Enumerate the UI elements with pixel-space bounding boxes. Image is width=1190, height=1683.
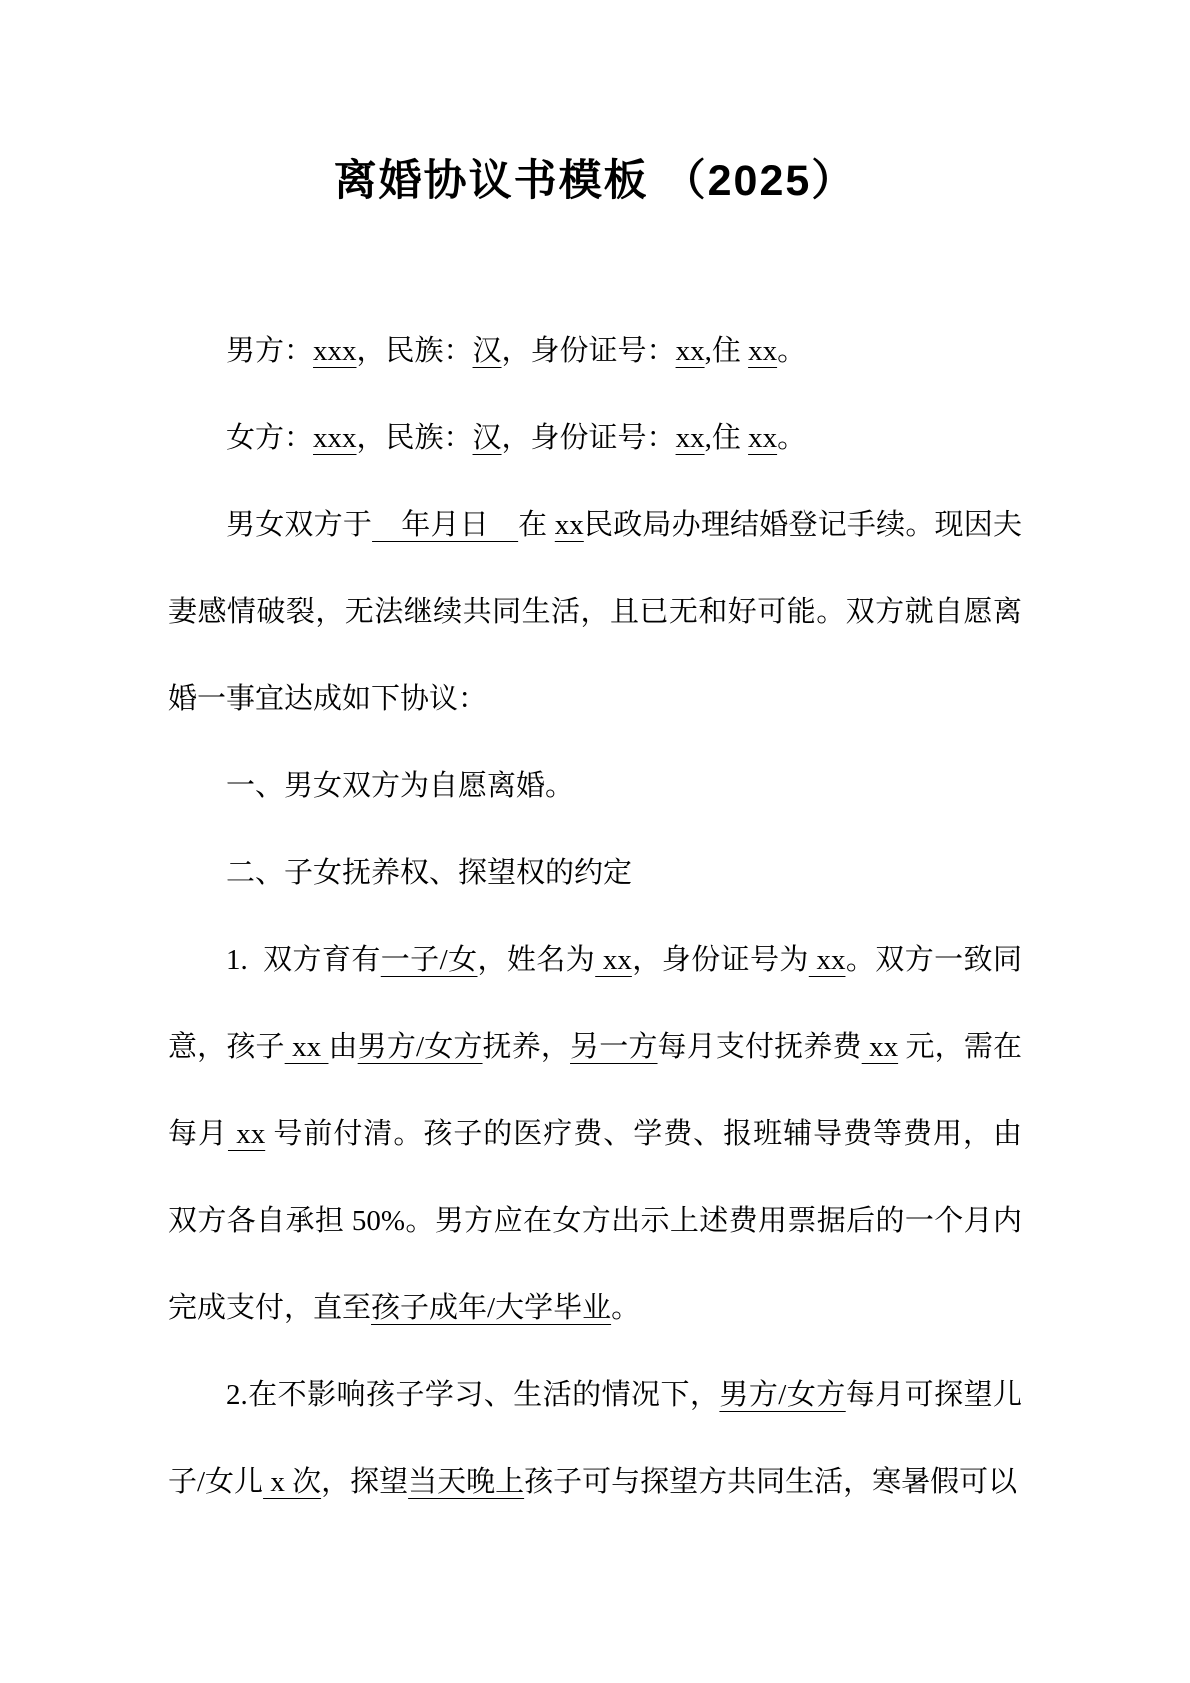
text-run: ，身份证号： — [501, 421, 676, 454]
paragraph-party-female — [168, 395, 1022, 482]
text-run: 每月可探望儿子/女儿 — [168, 1378, 1022, 1498]
blank-field: 当天晚上 — [408, 1465, 525, 1498]
blank-field: 男方/女方 — [357, 1030, 483, 1063]
text-run: 男女双方于 — [226, 508, 373, 541]
text-run: 每月支付抚养费 — [657, 1030, 862, 1063]
text-run: 元，需在每月 — [168, 1030, 1022, 1150]
blank-field: 汉 — [472, 421, 502, 454]
text-run: 在 — [518, 508, 555, 541]
blank-field: xx — [748, 421, 778, 454]
text-run: ，身份证号： — [501, 334, 676, 367]
blank-field: xxx — [313, 334, 357, 367]
text-run: ，身份证号为 — [631, 943, 809, 976]
blank-field: xxx — [313, 421, 357, 454]
text-run: 。双方一致同意，孩子 — [168, 943, 1022, 1063]
paragraph-visitation — [168, 1352, 1022, 1526]
text-run: 1. 双方育有 — [226, 943, 381, 976]
blank-field: 年月日 — [372, 508, 519, 541]
document-body — [168, 308, 1022, 1526]
blank-field: 另一方 — [570, 1030, 658, 1063]
blank-field: xx — [595, 943, 632, 976]
blank-field: xx — [808, 943, 846, 976]
text-run: 男方： — [226, 334, 314, 367]
paragraph-clause-2-heading — [168, 830, 1022, 917]
blank-field: xx — [554, 508, 584, 541]
text-run: 。 — [777, 334, 807, 367]
text-run: ，探望 — [321, 1465, 409, 1498]
blank-field: 汉 — [472, 334, 502, 367]
text-run: ,住 — [704, 421, 749, 454]
paragraph-clause-1-voluntary-divorce — [168, 743, 1022, 830]
paragraph-custody-support — [168, 917, 1022, 1352]
text-run: ,住 — [704, 334, 749, 367]
text-run: 民政局办理结婚登记手续。现因夫妻感情破裂，无法继续共同生活，且已无和好可能。双方就自愿离婚一事宜达成如下协议： — [168, 508, 1022, 715]
text-run: 2.在不影响孩子学习、生活的情况下， — [226, 1378, 720, 1411]
text-run: ，民族： — [356, 421, 473, 454]
document-title: 离婚协议书模板 （2025） — [333, 157, 857, 205]
text-run: 号前付清。孩子的医疗费、学费、报班辅导费等费用，由双方各自承担 50%。男方应在女方出示上述费用票据后的一个月内完成支付，直至 — [168, 1117, 1022, 1324]
text-run: 抚养， — [482, 1030, 571, 1063]
text-run: 。 — [777, 421, 807, 454]
blank-field: xx — [861, 1030, 899, 1063]
blank-field: xx — [284, 1030, 329, 1063]
blank-field: xx — [227, 1117, 266, 1150]
blank-field: x 次 — [263, 1465, 322, 1498]
blank-field: xx — [675, 421, 705, 454]
blank-field: 孩子成年/大学毕业 — [371, 1291, 612, 1324]
text-run: 女方： — [226, 421, 314, 454]
paragraph-party-male — [168, 308, 1022, 395]
blank-field: 一子/女 — [380, 943, 478, 976]
text-run: ，姓名为 — [477, 943, 596, 976]
text-run: 由 — [328, 1030, 358, 1063]
text-run: 二、子女抚养权、探望权的约定 — [226, 856, 633, 889]
text-run: 一、男女双方为自愿离婚。 — [226, 769, 575, 802]
blank-field: xx — [675, 334, 705, 367]
blank-field: xx — [748, 334, 778, 367]
text-run: ，民族： — [356, 334, 473, 367]
text-run: 。 — [611, 1291, 641, 1324]
text-run: 孩子可与探望方共同生活，寒暑假可以 — [524, 1465, 1018, 1498]
paragraph-marriage-registration — [168, 482, 1022, 743]
blank-field: 男方/女方 — [719, 1378, 846, 1411]
